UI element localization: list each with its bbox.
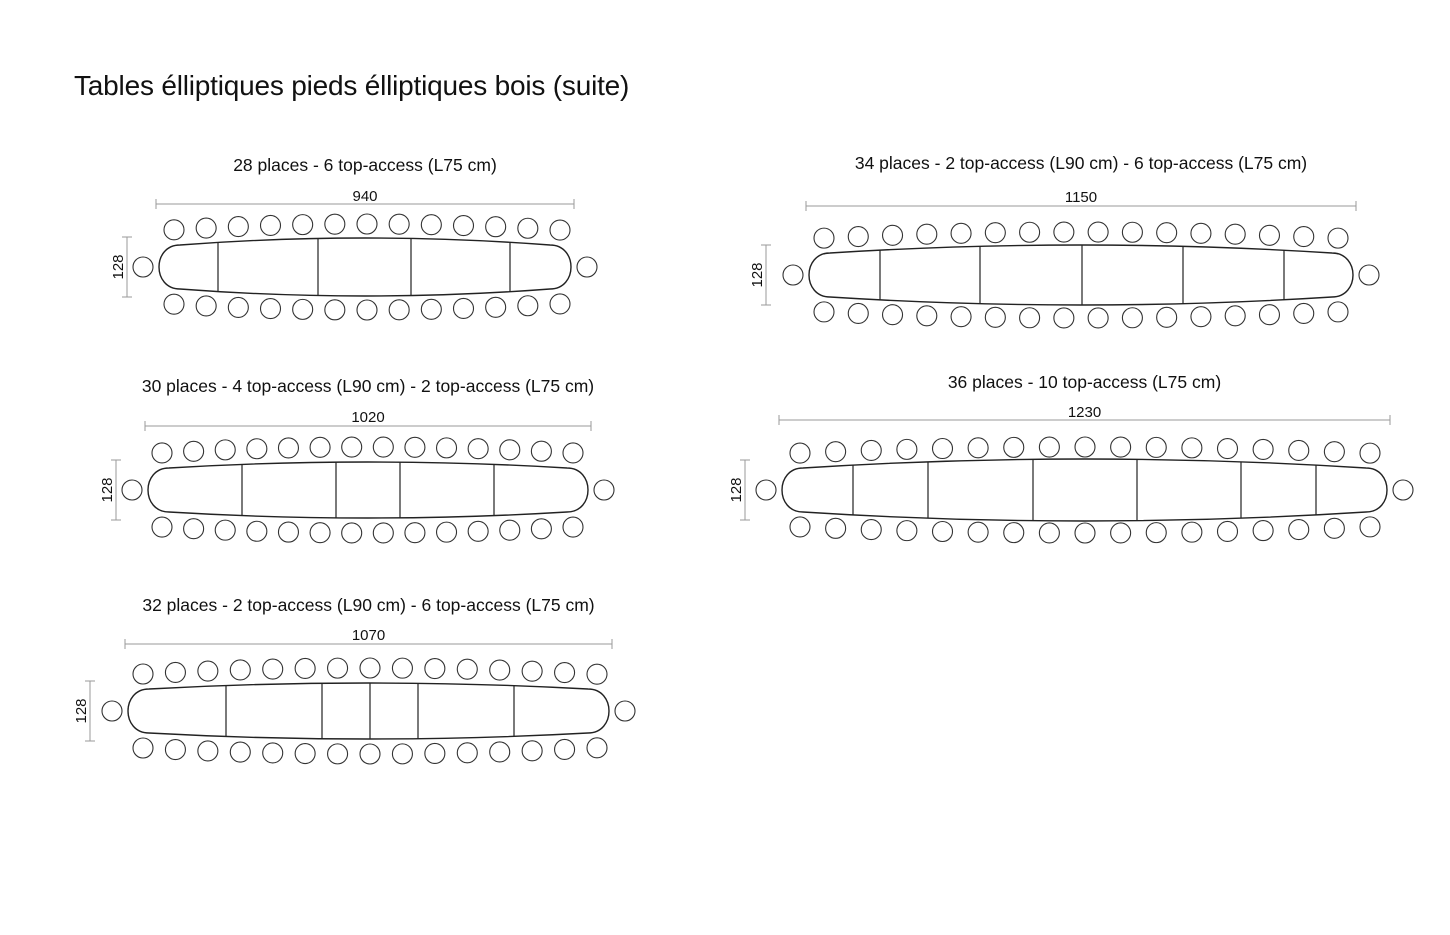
table-configuration-5 (728, 372, 1413, 543)
chair-bottom (826, 518, 846, 538)
chair-top (531, 441, 551, 461)
chair-bottom (1039, 523, 1059, 543)
chair-bottom (1146, 523, 1166, 543)
table-top-outline (782, 459, 1387, 521)
chair-top (133, 664, 153, 684)
table-top-outline (128, 683, 609, 739)
chair-bottom (848, 303, 868, 323)
chair-end-right (615, 701, 635, 721)
chair-bottom (1191, 307, 1211, 327)
chair-end-right (594, 480, 614, 500)
chair-top (486, 217, 506, 237)
chair-bottom (814, 302, 834, 322)
length-label: 940 (352, 188, 378, 205)
table-top-outline (159, 238, 571, 296)
chair-top (1075, 437, 1095, 457)
table-configuration-2 (99, 376, 614, 543)
chair-bottom (1020, 308, 1040, 328)
chair-top (164, 220, 184, 240)
chair-bottom (468, 521, 488, 541)
chair-end-right (577, 257, 597, 277)
chair-bottom (152, 517, 172, 537)
chair-bottom (295, 744, 315, 764)
configuration-caption: 30 places - 4 top-access (L90 cm) - 2 top-access (L75 cm) (141, 376, 595, 396)
chair-top (373, 437, 393, 457)
chair-top (1020, 222, 1040, 242)
chair-bottom (1294, 303, 1314, 323)
chair-bottom (310, 523, 330, 543)
chair-bottom (1259, 305, 1279, 325)
chair-bottom (342, 523, 362, 543)
chair-bottom (1218, 521, 1238, 541)
chair-top (342, 437, 362, 457)
chair-top (454, 216, 474, 236)
chair-bottom (392, 744, 412, 764)
chair-bottom (1088, 308, 1108, 328)
chair-top (310, 437, 330, 457)
chair-bottom (357, 300, 377, 320)
chair-bottom (405, 523, 425, 543)
chair-top (814, 228, 834, 248)
chair-bottom (550, 294, 570, 314)
chair-top (295, 658, 315, 678)
chair-top (357, 214, 377, 234)
chair-top (457, 659, 477, 679)
chair-bottom (1122, 308, 1142, 328)
chair-bottom (555, 739, 575, 759)
chair-top (278, 438, 298, 458)
chair-bottom (1075, 523, 1095, 543)
width-label: 128 (749, 262, 766, 288)
chair-top (389, 214, 409, 234)
chair-top (263, 659, 283, 679)
chair-bottom (164, 294, 184, 314)
table-configuration-4 (749, 153, 1379, 328)
chair-top (1324, 442, 1344, 462)
table-top-outline (809, 245, 1353, 305)
chair-bottom (421, 299, 441, 319)
chair-top (468, 439, 488, 459)
chair-top (1191, 223, 1211, 243)
chair-top (550, 220, 570, 240)
chair-bottom (1182, 522, 1202, 542)
chair-top (985, 223, 1005, 243)
chair-bottom (861, 520, 881, 540)
width-label: 128 (99, 477, 116, 503)
chair-bottom (261, 299, 281, 319)
chair-bottom (500, 520, 520, 540)
chair-bottom (454, 298, 474, 318)
chair-bottom (228, 297, 248, 317)
chair-top (1218, 439, 1238, 459)
chair-top (325, 214, 345, 234)
chair-end-left (102, 701, 122, 721)
configuration-caption: 34 places - 2 top-access (L90 cm) - 6 top-access (L75 cm) (854, 153, 1308, 173)
chair-top (328, 658, 348, 678)
configuration-caption: 32 places - 2 top-access (L90 cm) - 6 top-access (L75 cm) (142, 595, 595, 615)
chair-top (500, 440, 520, 460)
chair-top (1088, 222, 1108, 242)
chair-bottom (184, 519, 204, 539)
chair-end-right (1359, 265, 1379, 285)
chair-top (152, 443, 172, 463)
chair-end-right (1393, 480, 1413, 500)
chair-bottom (437, 522, 457, 542)
chair-top (518, 218, 538, 238)
length-label: 1230 (1067, 404, 1102, 421)
chair-top (1182, 438, 1202, 458)
chair-top (230, 660, 250, 680)
table-configuration-1 (110, 155, 597, 320)
chair-bottom (1157, 307, 1177, 327)
chair-top (1004, 437, 1024, 457)
chair-bottom (457, 743, 477, 763)
chair-bottom (1054, 308, 1074, 328)
chair-top (405, 437, 425, 457)
chair-top (437, 438, 457, 458)
chair-bottom (263, 743, 283, 763)
chair-bottom (917, 306, 937, 326)
chair-top (790, 443, 810, 463)
chair-top (1294, 227, 1314, 247)
chair-bottom (883, 305, 903, 325)
chair-top (421, 215, 441, 235)
chair-top (951, 223, 971, 243)
chair-bottom (951, 307, 971, 327)
chair-bottom (1111, 523, 1131, 543)
length-label: 1020 (351, 409, 385, 426)
chair-bottom (563, 517, 583, 537)
chair-top (968, 438, 988, 458)
chair-top (1328, 228, 1348, 248)
chair-bottom (1289, 520, 1309, 540)
chair-top (563, 443, 583, 463)
chair-top (1111, 437, 1131, 457)
chair-top (165, 662, 185, 682)
chair-bottom (968, 522, 988, 542)
chair-bottom (1004, 523, 1024, 543)
chair-top (1039, 437, 1059, 457)
chair-bottom (897, 521, 917, 541)
chair-bottom (198, 741, 218, 761)
chair-top (1259, 225, 1279, 245)
chair-bottom (230, 742, 250, 762)
chair-top (184, 441, 204, 461)
chair-bottom (1360, 517, 1380, 537)
chair-top (555, 663, 575, 683)
chair-bottom (247, 521, 267, 541)
chair-top (587, 664, 607, 684)
chair-top (1157, 223, 1177, 243)
chair-bottom (486, 297, 506, 317)
chair-top (392, 658, 412, 678)
chair-end-left (783, 265, 803, 285)
width-label: 128 (728, 477, 745, 503)
table-top-outline (148, 462, 588, 518)
chair-top (1253, 439, 1273, 459)
chair-bottom (293, 299, 313, 319)
chair-top (196, 218, 216, 238)
chair-bottom (1253, 521, 1273, 541)
table-configuration-3 (73, 595, 635, 764)
chair-bottom (165, 740, 185, 760)
chair-top (1225, 224, 1245, 244)
chair-top (1054, 222, 1074, 242)
chair-top (897, 439, 917, 459)
chair-top (215, 440, 235, 460)
chair-bottom (389, 300, 409, 320)
chair-bottom (373, 523, 393, 543)
chair-bottom (360, 744, 380, 764)
chair-bottom (518, 296, 538, 316)
chair-bottom (328, 744, 348, 764)
chair-top (247, 439, 267, 459)
chair-top (293, 215, 313, 235)
chair-bottom (531, 519, 551, 539)
page-title: Tables élliptiques pieds élliptiques bois (suite) (74, 70, 630, 101)
chair-bottom (985, 307, 1005, 327)
chair-top (883, 225, 903, 245)
chair-top (228, 217, 248, 237)
chair-bottom (425, 743, 445, 763)
chair-bottom (325, 300, 345, 320)
chair-top (1360, 443, 1380, 463)
chair-bottom (587, 738, 607, 758)
chair-top (917, 224, 937, 244)
configuration-caption: 36 places - 10 top-access (L75 cm) (947, 372, 1222, 392)
chair-top (1146, 437, 1166, 457)
chair-top (522, 661, 542, 681)
chair-top (826, 442, 846, 462)
chair-top (360, 658, 380, 678)
chair-bottom (1225, 306, 1245, 326)
chair-top (425, 659, 445, 679)
chair-top (198, 661, 218, 681)
chair-bottom (133, 738, 153, 758)
chair-top (933, 439, 953, 459)
chair-top (848, 227, 868, 247)
chair-end-left (756, 480, 776, 500)
chair-bottom (522, 741, 542, 761)
chair-bottom (215, 520, 235, 540)
chair-bottom (196, 296, 216, 316)
width-label: 128 (110, 254, 127, 280)
length-label: 1070 (351, 627, 386, 644)
chair-end-left (122, 480, 142, 500)
chair-end-left (133, 257, 153, 277)
chair-bottom (1324, 518, 1344, 538)
configuration-caption: 28 places - 6 top-access (L75 cm) (233, 155, 497, 175)
chair-top (1289, 440, 1309, 460)
chair-top (861, 440, 881, 460)
chair-bottom (933, 521, 953, 541)
chair-bottom (278, 522, 298, 542)
chair-top (261, 215, 281, 235)
chair-bottom (490, 742, 510, 762)
chair-top (1122, 222, 1142, 242)
chair-top (490, 660, 510, 680)
length-label: 1150 (1064, 189, 1098, 206)
chair-bottom (790, 517, 810, 537)
width-label: 128 (73, 698, 90, 724)
chair-bottom (1328, 302, 1348, 322)
